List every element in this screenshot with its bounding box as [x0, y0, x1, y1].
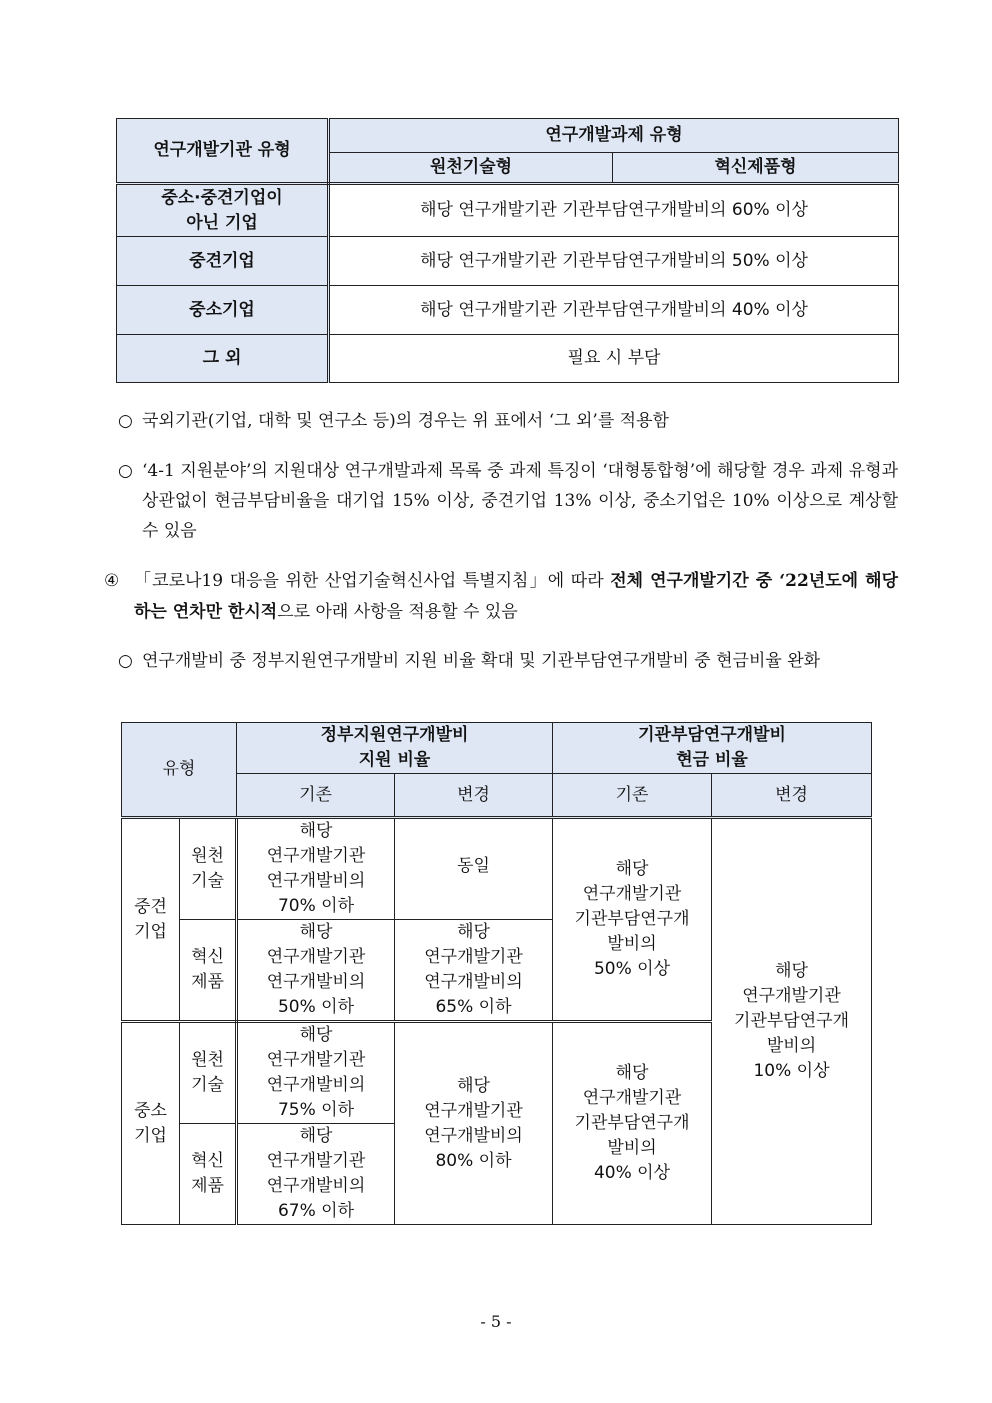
gov-old-header: 기존 — [237, 774, 395, 818]
bullet-marker: ○ — [118, 461, 133, 481]
small-firm-label: 중소 기업 — [122, 1022, 180, 1225]
gov-new-header: 변경 — [395, 774, 553, 818]
mid-cash-old: 해당 연구개발기관 기관부담연구개 발비의 50% 이상 — [553, 818, 712, 1022]
mid-tech-new: 동일 — [395, 818, 553, 920]
ratio-change-table — [121, 722, 872, 1225]
bullet-ratio-relax — [118, 646, 898, 676]
cash-old-header: 기존 — [553, 774, 712, 818]
cash-new-header: 변경 — [712, 774, 872, 818]
small-cash-old: 해당 연구개발기관 기관부담연구개 발비의 40% 이상 — [553, 1022, 712, 1225]
bullet-large-integrated — [118, 456, 898, 546]
project-type-header: 연구개발과제 유형 — [329, 119, 899, 153]
bullet-text: 연구개발비 중 정부지원연구개발비 지원 비율 확대 및 기관부담연구개발비 중 현금비율 완화 — [142, 651, 821, 671]
small-new: 해당 연구개발기관 연구개발비의 80% 이하 — [395, 1022, 553, 1225]
bullet-marker: ○ — [118, 411, 133, 431]
bullet-marker: ○ — [118, 651, 133, 671]
small-innov-label: 혁신 제품 — [180, 1124, 237, 1225]
gov-support-header: 정부지원연구개발비 지원 비율 — [237, 723, 553, 774]
bullet-text: 국외기관(기업, 대학 및 연구소 등)의 경우는 위 표에서 ‘그 외’를 적용함 — [142, 411, 669, 431]
page-number: - 5 - — [480, 1312, 512, 1331]
row-value-mid: 해당 연구개발기관 기관부담연구개발비의 50% 이상 — [329, 237, 899, 286]
row-value-small: 해당 연구개발기관 기관부담연구개발비의 40% 이상 — [329, 286, 899, 335]
small-tech-label: 원천 기술 — [180, 1022, 237, 1124]
mid-innov-label: 혁신 제품 — [180, 920, 237, 1022]
small-tech-old: 해당 연구개발기관 연구개발비의 75% 이하 — [237, 1022, 395, 1124]
section-4 — [104, 566, 898, 628]
mid-firm-label: 중견 기업 — [122, 818, 180, 1022]
mid-tech-label: 원천 기술 — [180, 818, 237, 920]
small-innov-old: 해당 연구개발기관 연구개발비의 67% 이하 — [237, 1124, 395, 1225]
cash-new: 해당 연구개발기관 기관부담연구개 발비의 10% 이상 — [712, 818, 872, 1225]
section-text-bold: 전체 연구개발기간 중 ‘22년도에 해당하는 연차만 한시적 — [134, 571, 898, 622]
innovation-header: 혁신제품형 — [613, 153, 899, 184]
mid-innov-new: 해당 연구개발기관 연구개발비의 65% 이하 — [395, 920, 553, 1022]
type-header: 유형 — [122, 723, 237, 818]
row-value-large: 해당 연구개발기관 기관부담연구개발비의 60% 이상 — [329, 184, 899, 237]
org-type-header: 연구개발기관 유형 — [117, 119, 329, 184]
mid-innov-old: 해당 연구개발기관 연구개발비의 50% 이하 — [237, 920, 395, 1022]
section-text-2: 으로 아래 사항을 적용할 수 있음 — [277, 602, 518, 622]
row-label-small: 중소기업 — [117, 286, 329, 335]
row-label-mid: 중견기업 — [117, 237, 329, 286]
section-marker: ④ — [104, 571, 120, 591]
row-label-other: 그 외 — [117, 335, 329, 383]
section-text-1: 「코로나19 대응을 위한 산업기술혁신사업 특별지침」에 따라 — [134, 571, 611, 591]
bullet-foreign — [118, 406, 898, 436]
row-label-large: 중소·중견기업이 아닌 기업 — [117, 184, 329, 237]
cash-ratio-header: 기관부담연구개발비 현금 비율 — [553, 723, 872, 774]
basic-tech-header: 원천기술형 — [329, 153, 613, 184]
row-value-other: 필요 시 부담 — [329, 335, 899, 383]
cost-share-table — [116, 118, 899, 383]
mid-tech-old: 해당 연구개발기관 연구개발비의 70% 이하 — [237, 818, 395, 920]
bullet-text: ‘4-1 지원분야’의 지원대상 연구개발과제 목록 중 과제 특징이 ‘대형통합형’에 해당할 경우 과제 유형과 상관없이 현금부담비율을 대기업 15% 이상, 중견기업 13% 이상, 중소기업은 10% 이상으로 계상할 수 있음 — [142, 461, 898, 541]
